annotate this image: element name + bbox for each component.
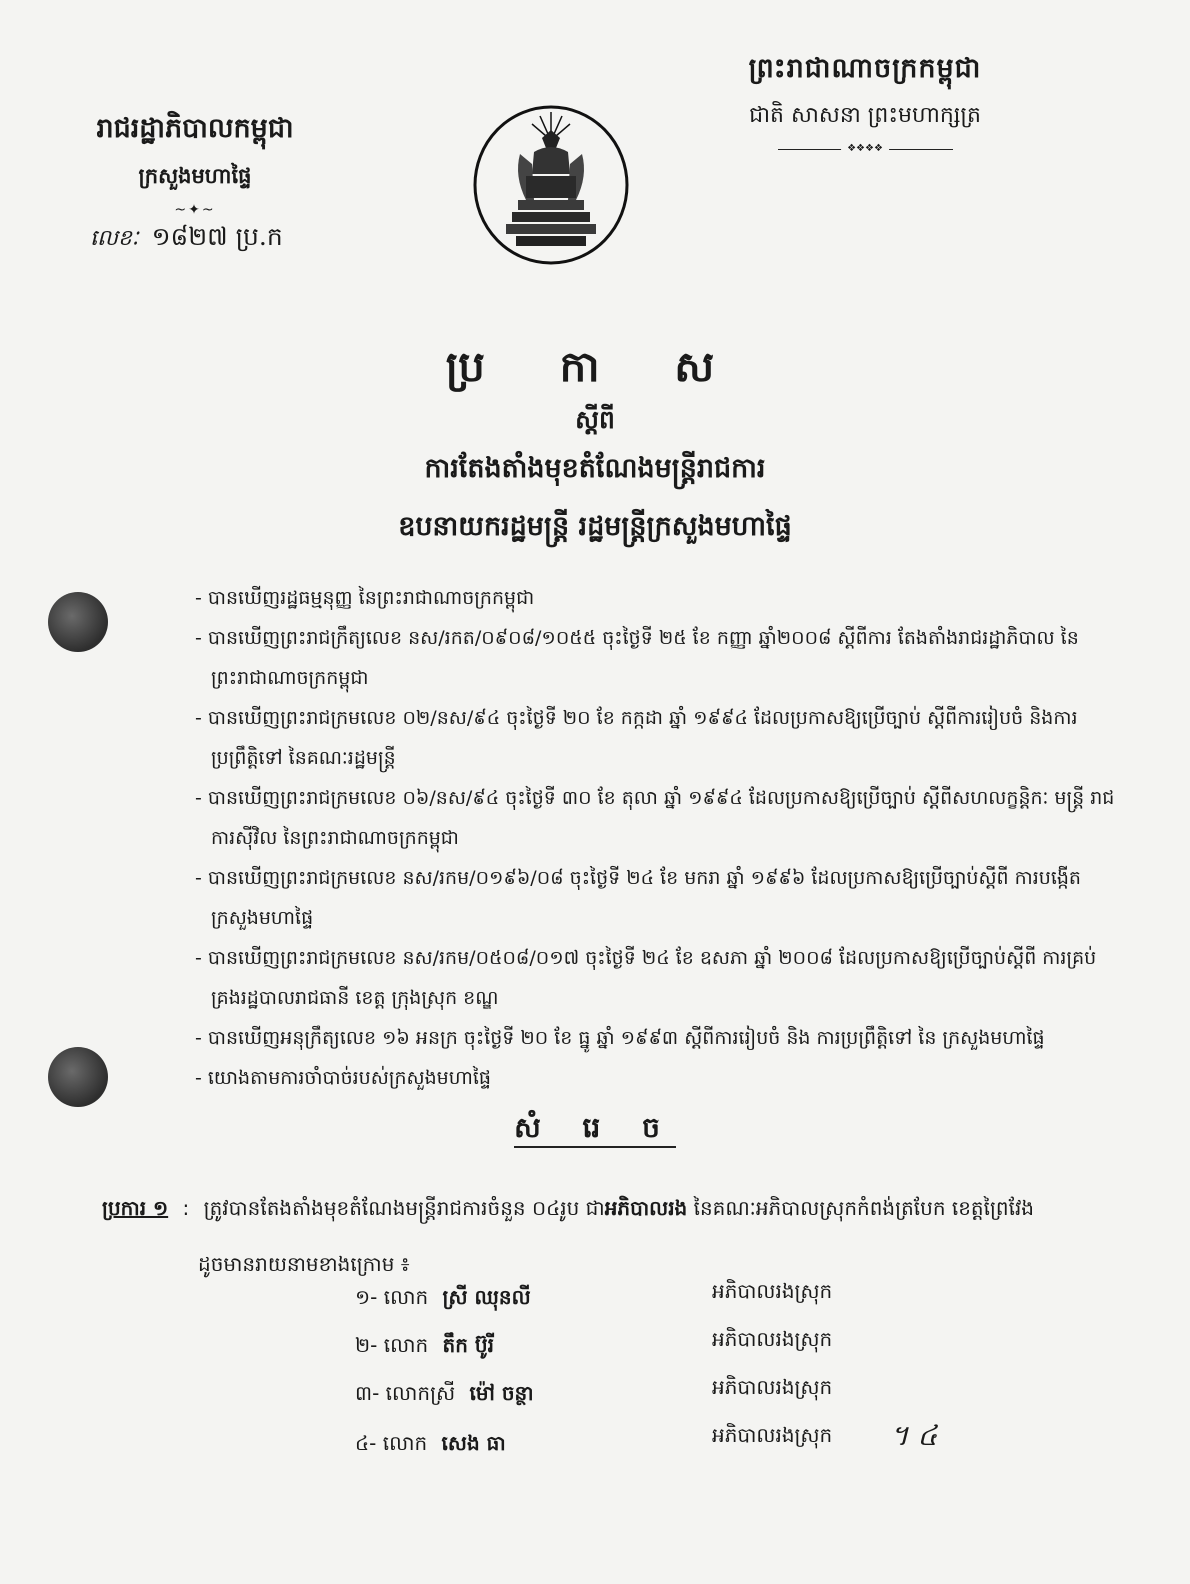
official-position: អភិបាលរងស្រុក: [712, 1279, 833, 1303]
consideration-item: - បានឃើញព្រះរាជក្រមលេខ ០៦/នស/៩៤ ចុះថ្ងៃទី ៣០ ខែ តុលា ឆ្នាំ ១៩៩៤ ដែលប្រកាសឱ្យប្រើច្បាប់ ស្តីពីសហលក្ខន្តិកៈ មន្ត្រី រាជការស៊ីវិល នៃព្រះរាជាណាចក្រកម្ពុជា: [195, 778, 1115, 858]
consideration-item: - បានឃើញព្រះរាជក្រឹត្យលេខ នស/រកត/០៩០៨/១០៥៥ ចុះថ្ងៃទី ២៥ ខែ កញ្ញា ឆ្នាំ២០០៨ ស្តីពីការ តែងតាំងរាជរដ្ឋាភិបាល នៃព្រះរាជាណាចក្រកម្ពុជា: [195, 618, 1115, 698]
article-text-c: ដូចមានរាយនាមខាងក្រោម ៖: [198, 1252, 410, 1276]
decision-heading-text: សំ រេ ច: [514, 1111, 676, 1148]
official-name: ម៉ៅ ចន្ថា: [469, 1381, 534, 1405]
official-entry: [355, 1430, 506, 1460]
official-name: តឹក ប៊ូរី: [442, 1333, 494, 1357]
official-entry: [355, 1284, 531, 1314]
punch-hole: [48, 592, 108, 652]
official-position: អភិបាលរងស្រុក: [712, 1375, 833, 1399]
official-title: លោក: [382, 1431, 428, 1455]
official-position: អភិបាលរងស្រុក: [712, 1423, 833, 1447]
official-title: លោក: [383, 1285, 429, 1309]
kingdom-title: ព្រះរាជាណាចក្រកម្ពុជា: [748, 53, 982, 84]
consideration-item: - បានឃើញព្រះរាជក្រមលេខ នស/រកម/០១៩៦/០៨ ចុះថ្ងៃទី ២៤ ខែ មករា ឆ្នាំ ១៩៩៦ ដែលប្រកាសឱ្យប្រើច្បាប់ស្តីពី ការបង្កើតក្រសួងមហាផ្ទៃ: [195, 858, 1115, 938]
official-number: ៤-: [355, 1431, 377, 1455]
subject-line-2: ឧបនាយករដ្ឋមន្ត្រី រដ្ឋមន្ត្រីក្រសួងមហាផ្ទៃ: [398, 511, 792, 542]
article-text-b: នៃគណៈអភិបាលស្រុកកំពង់ត្របែក ខេត្តព្រៃវែង: [687, 1196, 1034, 1220]
punch-hole: [48, 1047, 108, 1107]
official-name: ស្រី ឈុនលី: [442, 1285, 531, 1309]
decision-heading: [0, 1110, 1190, 1151]
government-title: រាជរដ្ឋាភិបាលកម្ពុជា: [96, 113, 294, 144]
royal-emblem-icon: [470, 104, 632, 266]
official-position: អភិបាលរងស្រុក: [712, 1327, 833, 1351]
subject-line-1: ការតែងតាំងមុខតំណែងមន្ត្រីរាជការ: [424, 453, 766, 484]
reference-value: ១៨២៧ ប្រ.ក: [151, 222, 283, 251]
consideration-item: - យោងតាមការចាំបាច់របស់ក្រសួងមហាផ្ទៃ: [195, 1058, 1115, 1098]
article-colon: :: [182, 1196, 190, 1220]
article-1: [102, 1180, 1122, 1292]
official-title: លោក: [383, 1333, 429, 1357]
kingdom-header: [700, 52, 1030, 155]
national-motto: ជាតិ សាសនា ព្រះមហាក្សត្រ: [749, 103, 981, 128]
handwritten-mark: ។ ៤: [890, 1419, 938, 1452]
official-title: លោកស្រី: [385, 1381, 456, 1405]
government-header: [80, 112, 310, 218]
consideration-item: - បានឃើញរដ្ឋធម្មនុញ្ញ នៃព្រះរាជាណាចក្រកម្ពុជា: [195, 578, 1115, 618]
official-name: សេង ធា: [441, 1431, 506, 1455]
considerations-list: [195, 578, 1115, 1098]
consideration-item: - បានឃើញអនុក្រឹត្យលេខ ១៦ អនក្រ ចុះថ្ងៃទី ២០ ខែ ធ្នូ ឆ្នាំ ១៩៩៣ ស្តីពីការរៀបចំ និង ការប្រព្រឹត្តិទៅ នៃ ក្រសួងមហាផ្ទៃ: [195, 1018, 1115, 1058]
reference-number: [90, 222, 283, 258]
official-number: ៣-: [355, 1381, 380, 1405]
document-title: ប្រ កា ស: [445, 342, 745, 391]
article-label: ប្រការ ១: [102, 1196, 169, 1220]
ornament-divider: ~✦~: [174, 202, 216, 218]
official-entry: [355, 1332, 494, 1362]
about-label: ស្តីពី: [575, 405, 615, 434]
official-number: ១-: [355, 1285, 378, 1309]
official-entry: [355, 1380, 534, 1410]
consideration-item: - បានឃើញព្រះរាជក្រមលេខ ០២/នស/៩៤ ចុះថ្ងៃទី ២០ ខែ កក្កដា ឆ្នាំ ១៩៩៤ ដែលប្រកាសឱ្យប្រើច្បាប់ ស្តីពីការរៀបចំ និងការប្រព្រឹត្តិទៅ នៃគណៈរដ្ឋមន្ត្រី: [195, 698, 1115, 778]
reference-label: លេខៈ: [90, 226, 139, 251]
article-text-a: ត្រូវបានតែងតាំងមុខតំណែងមន្ត្រីរាជការចំនួន ០៤រូប ជា: [203, 1196, 605, 1220]
official-number: ២-: [355, 1333, 378, 1357]
ornament-divider: ❖❖❖❖: [778, 143, 953, 155]
consideration-item: - បានឃើញព្រះរាជក្រមលេខ នស/រកម/០៥០៨/០១៧ ចុះថ្ងៃទី ២៤ ខែ ឧសភា ឆ្នាំ ២០០៨ ដែលប្រកាសឱ្យប្រើច្បាប់ស្តីពី ការគ្រប់គ្រងរដ្ឋបាលរាជធានី ខេត្ត ក្រុងស្រុក ខណ្ឌ: [195, 938, 1115, 1018]
article-text-bold: អភិបាលរង: [604, 1196, 688, 1220]
ministry-title: ក្រសួងមហាផ្ទៃ: [138, 164, 252, 188]
